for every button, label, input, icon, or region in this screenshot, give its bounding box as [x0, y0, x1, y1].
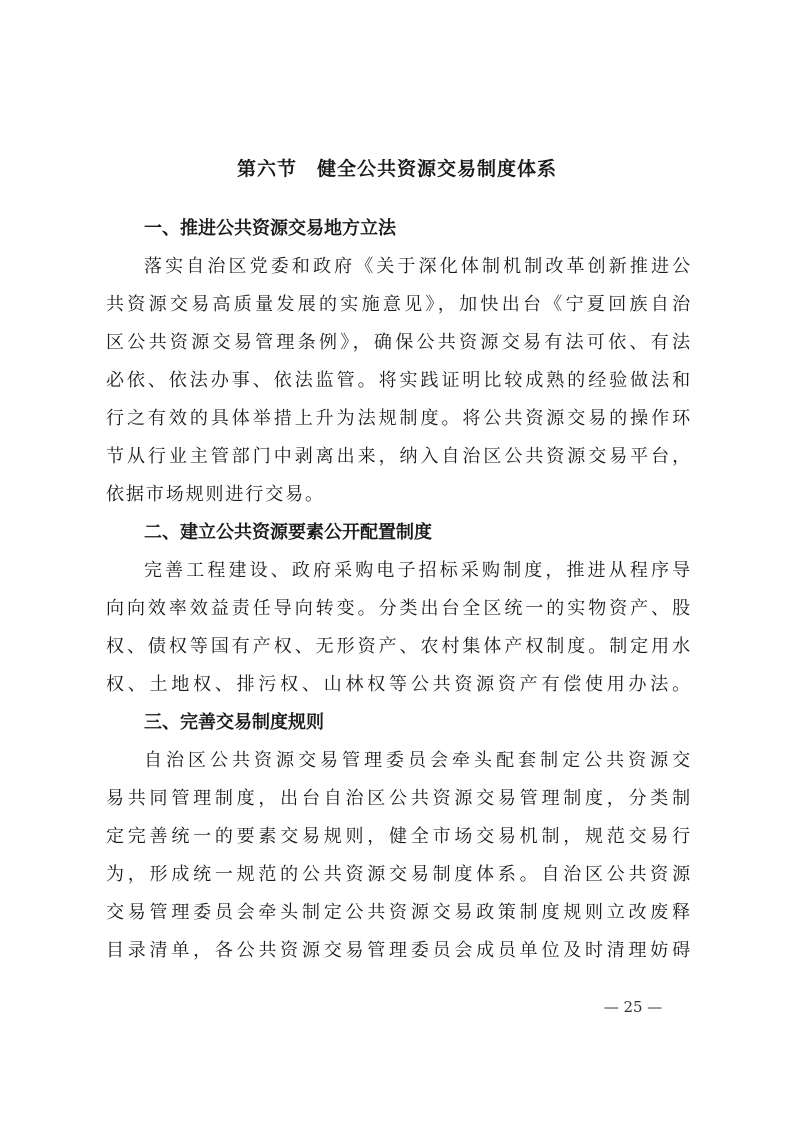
paragraph-line: 依据市场规则进行交易。: [106, 484, 325, 505]
paragraph-line: 易共同管理制度，出台自治区公共资源交易管理制度，分类制: [106, 788, 692, 809]
paragraph-line: 权、土地权、排污权、山林权等公共资源资产有偿使用办法。: [106, 674, 692, 695]
document-body: [106, 210, 692, 970]
paragraph-line: 共资源交易高质量发展的实施意见》，加快出台《宁夏回族自治: [106, 294, 692, 315]
heading-1: 一、推进公共资源交易地方立法: [144, 218, 396, 239]
heading-3: 三、完善交易制度规则: [144, 712, 324, 733]
paragraph-1: [106, 248, 692, 514]
paragraph-line: 目录清单，各公共资源交易管理委员会成员单位及时清理妨碍: [106, 940, 692, 961]
paragraph-line: 向向效率效益责任导向转变。分类出台全区统一的实物资产、股: [106, 598, 692, 619]
paragraph-line: 定完善统一的要素交易规则，健全市场交易机制，规范交易行: [106, 826, 692, 847]
paragraph-line: 必依、依法办事、依法监管。将实践证明比较成熟的经验做法和: [106, 370, 692, 391]
paragraph-line: 权、债权等国有产权、无形资产、农村集体产权制度。制定用水: [106, 636, 692, 657]
section-title: 第六节 健全公共资源交易制度体系: [236, 158, 557, 180]
paragraph-line: 落实自治区党委和政府《关于深化体制机制改革创新推进公: [144, 256, 692, 277]
paragraph-line: 节从行业主管部门中剥离出来，纳入自治区公共资源交易平台，: [106, 446, 692, 467]
page-number: — 25 —: [603, 998, 663, 1016]
heading-2: 二、建立公共资源要素公开配置制度: [144, 522, 432, 543]
paragraph-line: 行之有效的具体举措上升为法规制度。将公共资源交易的操作环: [106, 408, 692, 429]
paragraph-line: 交易管理委员会牵头制定公共资源交易政策制度规则立改废释: [106, 902, 692, 923]
paragraph-3: [106, 742, 692, 970]
paragraph-2: [106, 552, 692, 704]
paragraph-line: 完善工程建设、政府采购电子招标采购制度，推进从程序导: [144, 560, 692, 581]
paragraph-line: 区公共资源交易管理条例》，确保公共资源交易有法可依、有法: [106, 332, 692, 353]
paragraph-line: 自治区公共资源交易管理委员会牵头配套制定公共资源交: [144, 750, 692, 771]
paragraph-line: 为，形成统一规范的公共资源交易制度体系。自治区公共资源: [106, 864, 692, 885]
